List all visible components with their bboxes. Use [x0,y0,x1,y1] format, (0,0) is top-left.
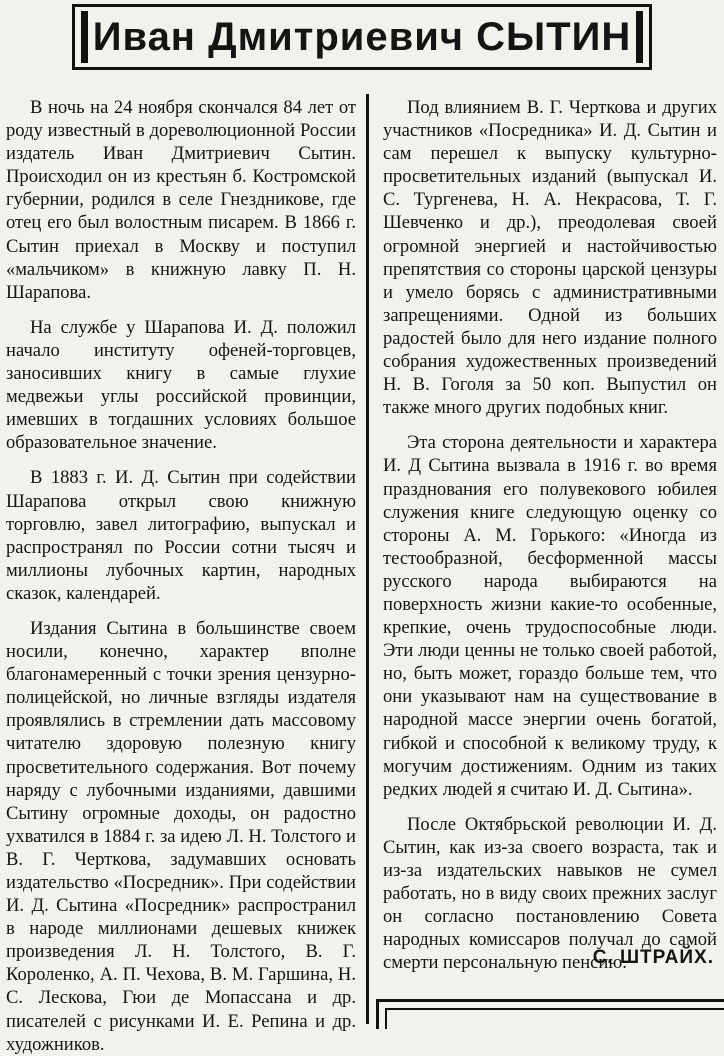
paragraph: После Октябрьской революции И. Д. Сытин, как из-за своего возраста, так и из-за издательских навыков не сумел работать, но в виду своих прежних заслуг он согласно постановлению Совета народных комиссаров получал до самой смерти персональную пенсию. [383,813,717,974]
article-headline: Иван Дмитриевич СЫТИН [92,15,632,59]
paragraph: В 1883 г. И. Д. Сытин при содействии Шарапова открыл свою книжную торговлю, завел литографию, выпускал и распространял по России сотни тысяч и миллионы лубочных картин, народных сказок, календарей. [6,467,356,604]
column-divider [366,94,369,1024]
paragraph: Издания Сытина в большинстве своем носили, конечно, характер вполне благонамеренный с точки зрения цензурно-полицейской, но личные взгляды издателя проявлялись в стремлении дать массовому читателю здоровую полезную книгу просветительного содержания. Вот почему наряду с лубочными изданиями, давшими Сытину огромные доходы, он радостно ухватился в 1884 г. за идею Л. Н. Толстого и В. Г. Черткова, задумавших основать издательство «Посредник». При содействии И. Д. Сытина «Посредник» распространил в народе миллионами дешевых книжек произведения Л. Н. Толстого, В. Г. Короленко, А. П. Чехова, В. М. Гаршина, Н. С. Лескова, Гюи де Мопассана и др. писателей с рисунками И. Е. Репина и др. художников. [6,617,356,1055]
paragraph: Эта сторона деятельности и характера И. Д Сытина вызвала в 1916 г. во время празднования его полувекового юбилея служения книге следующую оценку со стороны А. М. Горького: «Иногда из тестообразной, бесформенной массы русского народа выбираются на поверхность жизни какие-то особенные, крепкие, очень трудоспособные люди. Эти люди ценны не только своей работой, но, быть может, гораздо больше тем, что они указывают нам на существование в народной массе энергии очень богатой, гибкой и способной к великому труду, к могучим достижениям. Одним из таких редких людей я считаю И. Д. Сытина». [383,432,717,800]
article-column-right [383,96,717,1024]
next-article-inner-frame [385,1008,724,1029]
article-column-left [6,96,356,1055]
headline-frame [72,4,652,70]
next-article-frame [376,999,724,1029]
paragraph: Под влиянием В. Г. Черткова и других участников «Посредника» И. Д. Сытин и сам перешел к выпуску культурно-просветительных изданий (выпускал И. С. Тургенева, Н. А. Некрасова, Т. Г. Шевченко и др.), преодолевая своей огромной энергией и настойчивостью препятствия со стороны царской цензуры и умело борясь с административными запрещениями. Одной из больших радостей было для него издание полного собрания художественных произведений Н. В. Гоголя за 50 коп. Выпустил он также много других подобных книг. [383,97,717,419]
headline-inner-frame [81,11,643,63]
paragraph: На службе у Шарапова И. Д. положил начало институту офеней-торговцев, заносивших книгу в самые глухие медвежьи углы российской провинции, имевших в тогдашних условиях большое образовательное значение. [6,316,356,454]
paragraph: В ночь на 24 ноября скончался 84 лет от роду известный в дореволюционной России издатель Иван Дмитриевич Сытин. Происходил он из крестьян б. Костромской губернии, родился в селе Гнездникове, где отец его был волостным писарем. В 1866 г. Сытин приехал в Москву и поступил «мальчиком» в книжную лавку П. Н. Шарапова. [6,97,356,303]
author-signature: С. ШТРАЙХ. [592,947,714,968]
